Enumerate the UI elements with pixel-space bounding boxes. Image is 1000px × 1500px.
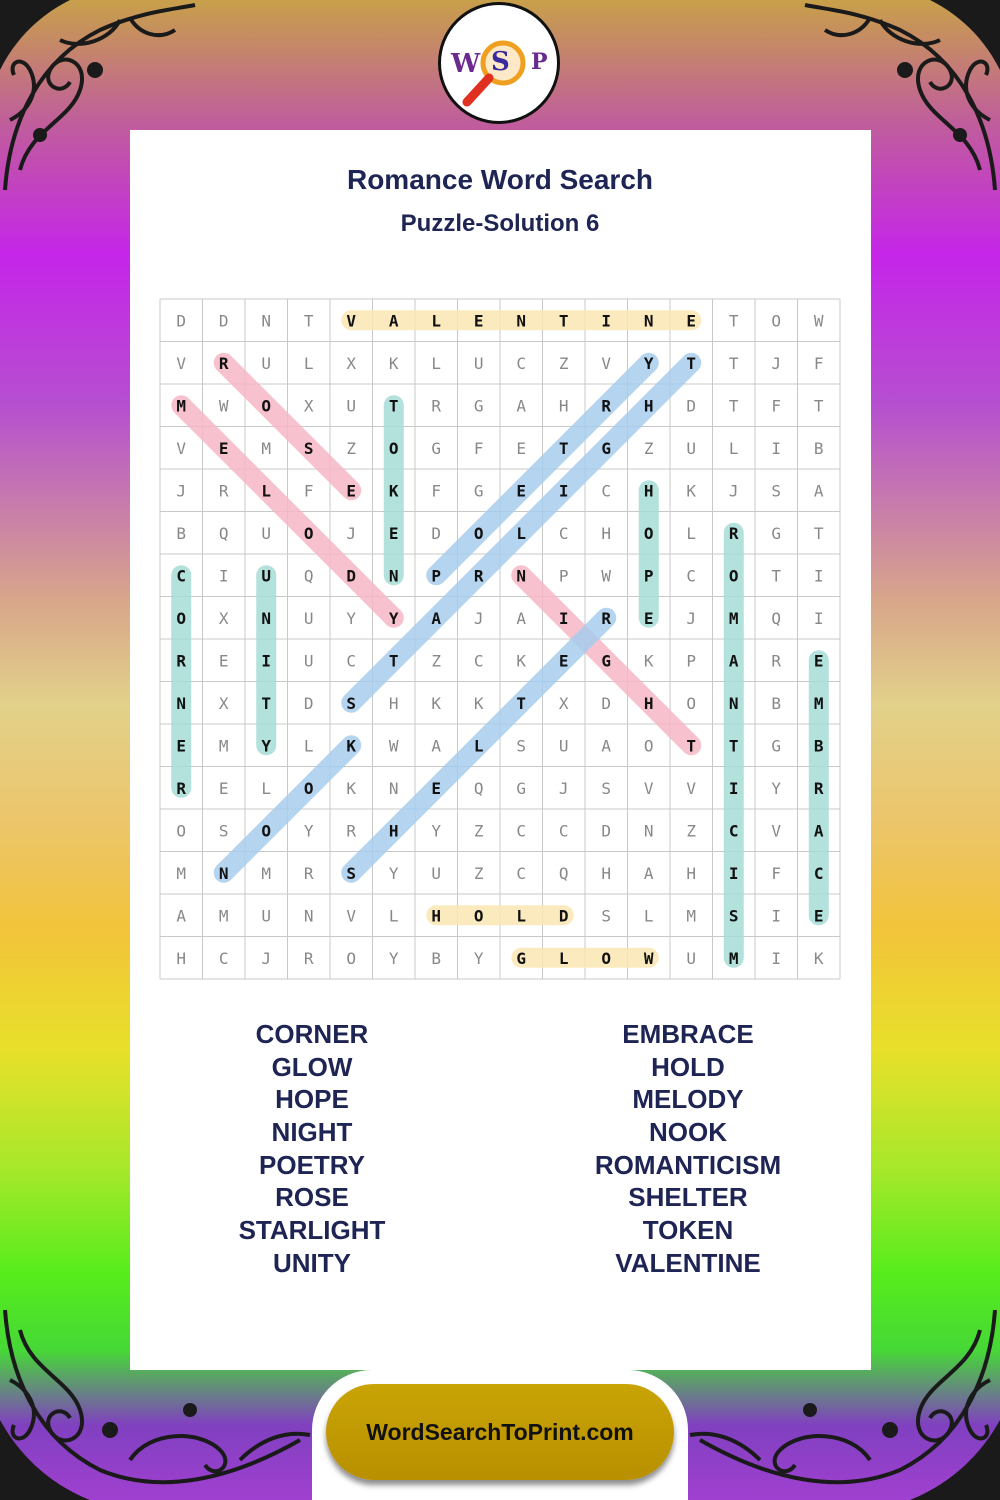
grid-letter: U xyxy=(261,906,272,926)
grid-letter: Y xyxy=(261,736,272,756)
grid-letter: O xyxy=(303,778,314,798)
word-list-item: UNITY xyxy=(273,1247,351,1278)
grid-letter: G xyxy=(771,736,782,756)
grid-letter: A xyxy=(516,396,527,416)
grid-letter: A xyxy=(643,863,654,883)
grid-letter: V xyxy=(686,778,697,798)
grid-letter: Q xyxy=(558,863,569,883)
grid-letter: D xyxy=(431,523,442,543)
grid-letter: E xyxy=(473,311,484,331)
grid-letter: U xyxy=(261,353,272,373)
grid-letter: D xyxy=(601,821,612,841)
grid-letter: U xyxy=(431,863,442,883)
grid-letter: U xyxy=(261,523,272,543)
grid-letter: M xyxy=(218,906,229,926)
logo-letter-p: P xyxy=(531,49,548,75)
grid-letter: R xyxy=(601,608,612,628)
grid-letter: L xyxy=(431,353,442,373)
grid-letter: F xyxy=(431,481,442,501)
grid-letter: X xyxy=(558,693,569,713)
grid-letter: D xyxy=(218,311,229,331)
grid-letter: V xyxy=(643,778,654,798)
grid-letter: J xyxy=(346,523,357,543)
grid-letter: F xyxy=(473,438,484,458)
grid-letter: D xyxy=(303,693,314,713)
grid-letter: S xyxy=(771,481,782,501)
grid-letter: U xyxy=(303,608,314,628)
grid-letter: U xyxy=(473,353,484,373)
grid-letter: T xyxy=(813,523,824,543)
grid-letter: T xyxy=(558,311,569,331)
grid-letter: X xyxy=(218,693,229,713)
grid-letter: J xyxy=(176,481,187,501)
grid-letter: L xyxy=(473,736,484,756)
grid-letter: E xyxy=(431,778,442,798)
grid-letter: G xyxy=(516,778,527,798)
word-list-item: EMBRACE xyxy=(622,1019,754,1049)
grid-letter: F xyxy=(813,353,824,373)
grid-letter: Y xyxy=(771,778,782,798)
grid-letter: A xyxy=(813,481,824,501)
grid-letter: E xyxy=(176,736,187,756)
grid-letter: J xyxy=(686,608,697,628)
grid-letter: L xyxy=(261,481,272,501)
page-title: Romance Word Search xyxy=(346,164,654,195)
grid-letter: N xyxy=(643,821,654,841)
grid-letter: I xyxy=(558,608,569,628)
grid-letter: T xyxy=(813,396,824,416)
grid-letter: I xyxy=(813,566,824,586)
grid-letter: R xyxy=(218,353,229,373)
word-list-item: POETRY xyxy=(259,1149,365,1180)
grid-letter: X xyxy=(346,353,357,373)
grid-letter: G xyxy=(601,438,612,458)
grid-letter: W xyxy=(388,736,399,756)
grid-letter: Z xyxy=(686,821,697,841)
grid-letter: R xyxy=(176,778,187,798)
grid-letter: P xyxy=(643,566,654,586)
grid-letter: G xyxy=(473,396,484,416)
grid-letter: W xyxy=(643,948,654,968)
grid-letter: N xyxy=(643,311,654,331)
grid-letter: E xyxy=(643,608,654,628)
grid-letter: O xyxy=(643,736,654,756)
grid-letter: A xyxy=(728,651,739,671)
grid-letter: W xyxy=(218,396,229,416)
word-list-item: STARLIGHT xyxy=(238,1215,386,1246)
grid-letter: P xyxy=(558,566,569,586)
grid-letter: Q xyxy=(473,778,484,798)
word-list-item: ROSE xyxy=(275,1182,349,1213)
grid-letter: A xyxy=(813,821,824,841)
grid-letter: U xyxy=(558,736,569,756)
grid-letter: H xyxy=(643,396,654,416)
grid-letter: J xyxy=(473,608,484,628)
grid-letter: T xyxy=(516,693,527,713)
logo-letter-s: S xyxy=(491,47,510,77)
grid-letter: T xyxy=(686,353,697,373)
word-list-item: CORNER xyxy=(255,1019,369,1049)
grid-letter: N xyxy=(303,906,314,926)
page-subtitle: Puzzle-Solution 6 xyxy=(400,210,600,237)
grid-letter: J xyxy=(728,481,739,501)
grid-letter: O xyxy=(346,948,357,968)
grid-letter: Y xyxy=(643,353,654,373)
grid-letter: E xyxy=(516,438,527,458)
grid-letter: O xyxy=(473,906,484,926)
grid-letter: L xyxy=(643,906,654,926)
grid-letter: Y xyxy=(431,821,442,841)
grid-letter: I xyxy=(728,778,739,798)
grid-letter: O xyxy=(388,438,399,458)
grid-letter: Y xyxy=(388,863,399,883)
grid-letter: R xyxy=(728,523,739,543)
grid-letter: O xyxy=(771,311,782,331)
grid-letter: O xyxy=(643,523,654,543)
grid-letter: I xyxy=(601,311,612,331)
grid-letter: P xyxy=(431,566,442,586)
grid-letter: F xyxy=(771,396,782,416)
grid-letter: C xyxy=(686,566,697,586)
grid-letter: L xyxy=(558,948,569,968)
grid-letter: M xyxy=(728,608,739,628)
grid-letter: C xyxy=(558,523,569,543)
grid-letter: H xyxy=(643,693,654,713)
grid-letter: L xyxy=(516,906,527,926)
word-list-left xyxy=(132,1018,492,1280)
grid-letter: C xyxy=(346,651,357,671)
grid-letter: R xyxy=(813,778,824,798)
grid-letter: Z xyxy=(643,438,654,458)
grid-letter: M xyxy=(218,736,229,756)
grid-letter: H xyxy=(431,906,442,926)
grid-letter: K xyxy=(473,693,484,713)
grid-letter: H xyxy=(643,481,654,501)
grid-letter: W xyxy=(813,311,824,331)
grid-letter: I xyxy=(771,438,782,458)
grid-letter: T xyxy=(728,396,739,416)
grid-letter: C xyxy=(516,821,527,841)
grid-letter: T xyxy=(558,438,569,458)
grid-letter: U xyxy=(303,651,314,671)
grid-letter: U xyxy=(686,948,697,968)
grid-letter: K xyxy=(516,651,527,671)
grid-letter: S xyxy=(303,438,314,458)
grid-letter: L xyxy=(728,438,739,458)
grid-letter: V xyxy=(346,906,357,926)
grid-letter: V xyxy=(176,438,187,458)
grid-letter: N xyxy=(728,693,739,713)
grid-letter: Y xyxy=(388,948,399,968)
grid-letter: O xyxy=(303,523,314,543)
grid-letter: Y xyxy=(303,821,314,841)
word-list-item: NIGHT xyxy=(271,1117,353,1148)
grid-letter: Y xyxy=(388,608,399,628)
website-link-button[interactable] xyxy=(326,1384,674,1480)
grid-letter: L xyxy=(303,353,314,373)
grid-letter: M xyxy=(728,948,739,968)
grid-letter: T xyxy=(388,651,399,671)
grid-letter: I xyxy=(728,863,739,883)
grid-letter: E xyxy=(516,481,527,501)
word-list-item: MELODY xyxy=(632,1084,744,1115)
grid-letter: D xyxy=(176,311,187,331)
grid-letter: E xyxy=(686,311,697,331)
word-list-item: ROMANTICISM xyxy=(594,1149,782,1180)
grid-letter: G xyxy=(473,481,484,501)
grid-letter: R xyxy=(303,863,314,883)
grid-letter: M xyxy=(813,693,824,713)
website-link-label: WordSearchToPrint.com xyxy=(366,1418,634,1445)
grid-letter: T xyxy=(686,736,697,756)
grid-letter: O xyxy=(261,396,272,416)
grid-letter: X xyxy=(303,396,314,416)
grid-letter: C xyxy=(516,353,527,373)
word-list-right xyxy=(508,1018,868,1280)
grid-letter: R xyxy=(601,396,612,416)
grid-letter: R xyxy=(771,651,782,671)
grid-letter: B xyxy=(813,438,824,458)
grid-letter: Z xyxy=(431,651,442,671)
grid-letter: R xyxy=(176,651,187,671)
grid-letter: K xyxy=(346,778,357,798)
grid-letter: K xyxy=(686,481,697,501)
grid-letter: I xyxy=(771,906,782,926)
grid-letter: A xyxy=(601,736,612,756)
grid-letter: J xyxy=(558,778,569,798)
grid-letter: K xyxy=(388,353,399,373)
grid-letter: C xyxy=(473,651,484,671)
grid-letter: H xyxy=(558,396,569,416)
grid-letter: K xyxy=(346,736,357,756)
grid-letter: J xyxy=(261,948,272,968)
grid-letter: I xyxy=(813,608,824,628)
grid-letter: E xyxy=(558,651,569,671)
word-list-item: HOPE xyxy=(275,1084,349,1115)
grid-letter: T xyxy=(728,736,739,756)
grid-letter: Z xyxy=(473,863,484,883)
grid-letter: E xyxy=(218,778,229,798)
grid-letter: R xyxy=(218,481,229,501)
grid-letter: E xyxy=(388,523,399,543)
grid-letter: T xyxy=(388,396,399,416)
grid-letter: I xyxy=(558,481,569,501)
grid-letter: H xyxy=(176,948,187,968)
grid-letter: H xyxy=(686,863,697,883)
grid-letter: L xyxy=(516,523,527,543)
grid-letter: D xyxy=(346,566,357,586)
grid-letter: T xyxy=(771,566,782,586)
grid-letter: N xyxy=(516,566,527,586)
grid-letter: B xyxy=(431,948,442,968)
word-list-item: HOLD xyxy=(651,1051,725,1082)
grid-letter: L xyxy=(303,736,314,756)
grid-letter: M xyxy=(261,863,272,883)
grid-letter: S xyxy=(516,736,527,756)
grid-letter: B xyxy=(176,523,187,543)
grid-letter: L xyxy=(261,778,272,798)
grid-letter: W xyxy=(601,566,612,586)
grid-letter: A xyxy=(176,906,187,926)
grid-letter: U xyxy=(346,396,357,416)
grid-letter: N xyxy=(261,311,272,331)
grid-letter: S xyxy=(601,906,612,926)
logo-letter-w: W xyxy=(451,49,481,79)
grid-letter: C xyxy=(516,863,527,883)
grid-letter: C xyxy=(601,481,612,501)
grid-letter: T xyxy=(728,311,739,331)
grid-letter: T xyxy=(728,353,739,373)
grid-letter: L xyxy=(388,906,399,926)
grid-letter: S xyxy=(728,906,739,926)
grid-letter: F xyxy=(303,481,314,501)
grid-letter: Z xyxy=(473,821,484,841)
grid-letter: V xyxy=(601,353,612,373)
grid-letter: R xyxy=(303,948,314,968)
grid-letter: K xyxy=(643,651,654,671)
grid-letter: O xyxy=(176,608,187,628)
word-list-item: TOKEN xyxy=(642,1215,734,1246)
grid-letter: C xyxy=(558,821,569,841)
grid-letter: E xyxy=(813,906,824,926)
grid-letter: L xyxy=(431,311,442,331)
grid-letter: N xyxy=(516,311,527,331)
grid-letter: N xyxy=(218,863,229,883)
grid-letter: C xyxy=(813,863,824,883)
grid-letter: L xyxy=(686,523,697,543)
grid-letter: I xyxy=(218,566,229,586)
grid-letter: H xyxy=(601,863,612,883)
grid-letter: R xyxy=(431,396,442,416)
grid-letter: Q xyxy=(771,608,782,628)
grid-letter: I xyxy=(261,651,272,671)
grid-letter: C xyxy=(176,566,187,586)
grid-letter: R xyxy=(473,566,484,586)
grid-letter: D xyxy=(558,906,569,926)
grid-letter: H xyxy=(388,821,399,841)
grid-letter: G xyxy=(516,948,527,968)
grid-letter: Q xyxy=(303,566,314,586)
grid-letter: U xyxy=(261,566,272,586)
grid-letter: H xyxy=(601,523,612,543)
grid-letter: C xyxy=(728,821,739,841)
word-list-item: GLOW xyxy=(271,1051,353,1082)
grid-letter: R xyxy=(346,821,357,841)
grid-letter: K xyxy=(431,693,442,713)
grid-letter: U xyxy=(686,438,697,458)
grid-letter: X xyxy=(218,608,229,628)
grid-letter: G xyxy=(601,651,612,671)
grid-letter: S xyxy=(601,778,612,798)
grid-letter: O xyxy=(728,566,739,586)
grid-letter: O xyxy=(601,948,612,968)
word-list-item: NOOK xyxy=(649,1117,727,1148)
grid-letter: F xyxy=(771,863,782,883)
grid-letter: B xyxy=(813,736,824,756)
grid-letter: N xyxy=(261,608,272,628)
grid-letter: D xyxy=(601,693,612,713)
grid-letter: M xyxy=(686,906,697,926)
grid-letter: N xyxy=(388,778,399,798)
grid-letter: T xyxy=(261,693,272,713)
grid-letter: A xyxy=(388,311,399,331)
grid-letter: M xyxy=(261,438,272,458)
grid-letter: O xyxy=(473,523,484,543)
grid-letter: E xyxy=(218,651,229,671)
grid-letter: B xyxy=(771,693,782,713)
word-list-item: VALENTINE xyxy=(615,1247,761,1278)
grid-letter: S xyxy=(346,863,357,883)
grid-letter: G xyxy=(431,438,442,458)
grid-letter: A xyxy=(431,736,442,756)
grid-letter: Y xyxy=(346,608,357,628)
grid-letter: E xyxy=(218,438,229,458)
grid-letter: C xyxy=(218,948,229,968)
grid-letter: V xyxy=(176,353,187,373)
grid-letter: I xyxy=(771,948,782,968)
grid-letter: O xyxy=(261,821,272,841)
grid-letter: N xyxy=(176,693,187,713)
grid-letter: Y xyxy=(473,948,484,968)
grid-letter: T xyxy=(303,311,314,331)
grid-letter: P xyxy=(686,651,697,671)
grid-letter: N xyxy=(388,566,399,586)
grid-letter: E xyxy=(346,481,357,501)
grid-letter: Z xyxy=(346,438,357,458)
grid-letter: M xyxy=(176,396,187,416)
grid-letter: Q xyxy=(218,523,229,543)
grid-letter: V xyxy=(346,311,357,331)
grid-letter: K xyxy=(388,481,399,501)
grid-letter: J xyxy=(771,353,782,373)
grid-letter: V xyxy=(771,821,782,841)
grid-letter: Z xyxy=(558,353,569,373)
grid-letter: A xyxy=(431,608,442,628)
grid-letter: D xyxy=(686,396,697,416)
word-list-item: SHELTER xyxy=(628,1182,748,1213)
grid-letter: M xyxy=(176,863,187,883)
grid-letter: S xyxy=(346,693,357,713)
grid-letter: G xyxy=(771,523,782,543)
grid-letter: O xyxy=(686,693,697,713)
grid-letter: S xyxy=(218,821,229,841)
grid-letter: H xyxy=(388,693,399,713)
grid-letter: A xyxy=(516,608,527,628)
grid-letter: K xyxy=(813,948,824,968)
grid-letter: E xyxy=(813,651,824,671)
grid-letter: O xyxy=(176,821,187,841)
